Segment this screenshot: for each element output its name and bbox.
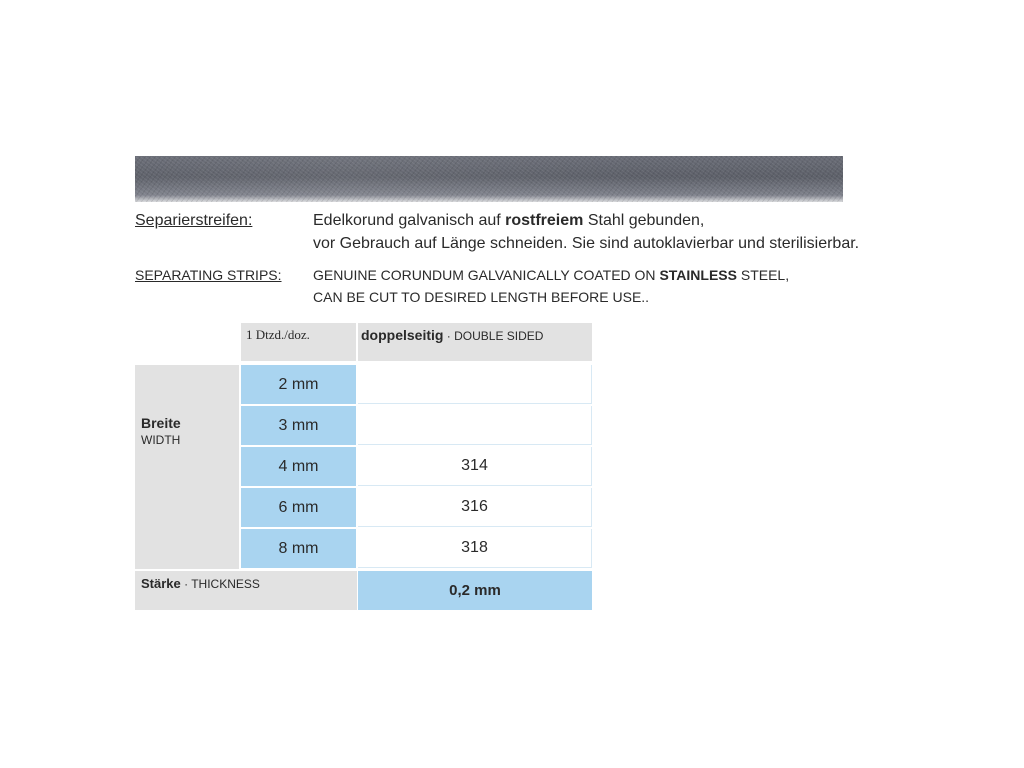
- width-label: Breite WIDTH: [135, 365, 239, 569]
- label-en: SEPARATING STRIPS:: [135, 267, 282, 283]
- size-cell: 2 mm: [241, 365, 356, 404]
- size-cell: 8 mm: [241, 529, 356, 568]
- description-en-line2: CAN BE CUT TO DESIRED LENGTH BEFORE USE..: [313, 289, 650, 305]
- label-de: Separierstreifen:: [135, 212, 253, 229]
- size-cell: 4 mm: [241, 447, 356, 486]
- article-code-cell: 314: [358, 447, 592, 486]
- thickness-value: 0,2 mm: [358, 571, 592, 610]
- thickness-label: Stärke · THICKNESS: [135, 571, 357, 610]
- abrasive-strip-image: [135, 156, 843, 202]
- article-code-cell: 316: [358, 488, 592, 527]
- size-cell: 3 mm: [241, 406, 356, 445]
- header-quantity: 1 Dtzd./doz.: [241, 323, 356, 361]
- size-cell: 6 mm: [241, 488, 356, 527]
- description-de-line1: Edelkorund galvanisch auf rostfreiem Stahl gebunden,: [313, 212, 705, 229]
- article-code-cell: [358, 406, 592, 445]
- header-type: doppelseitig · DOUBLE SIDED: [358, 323, 592, 361]
- article-code-cell: [358, 365, 592, 404]
- description-en-line1: GENUINE CORUNDUM GALVANICALLY COATED ON STAINLESS STEEL,: [313, 267, 790, 283]
- article-code-cell: 318: [358, 529, 592, 568]
- description-de-line2: vor Gebrauch auf Länge schneiden. Sie sind autoklavierbar und sterilisierbar.: [313, 235, 860, 252]
